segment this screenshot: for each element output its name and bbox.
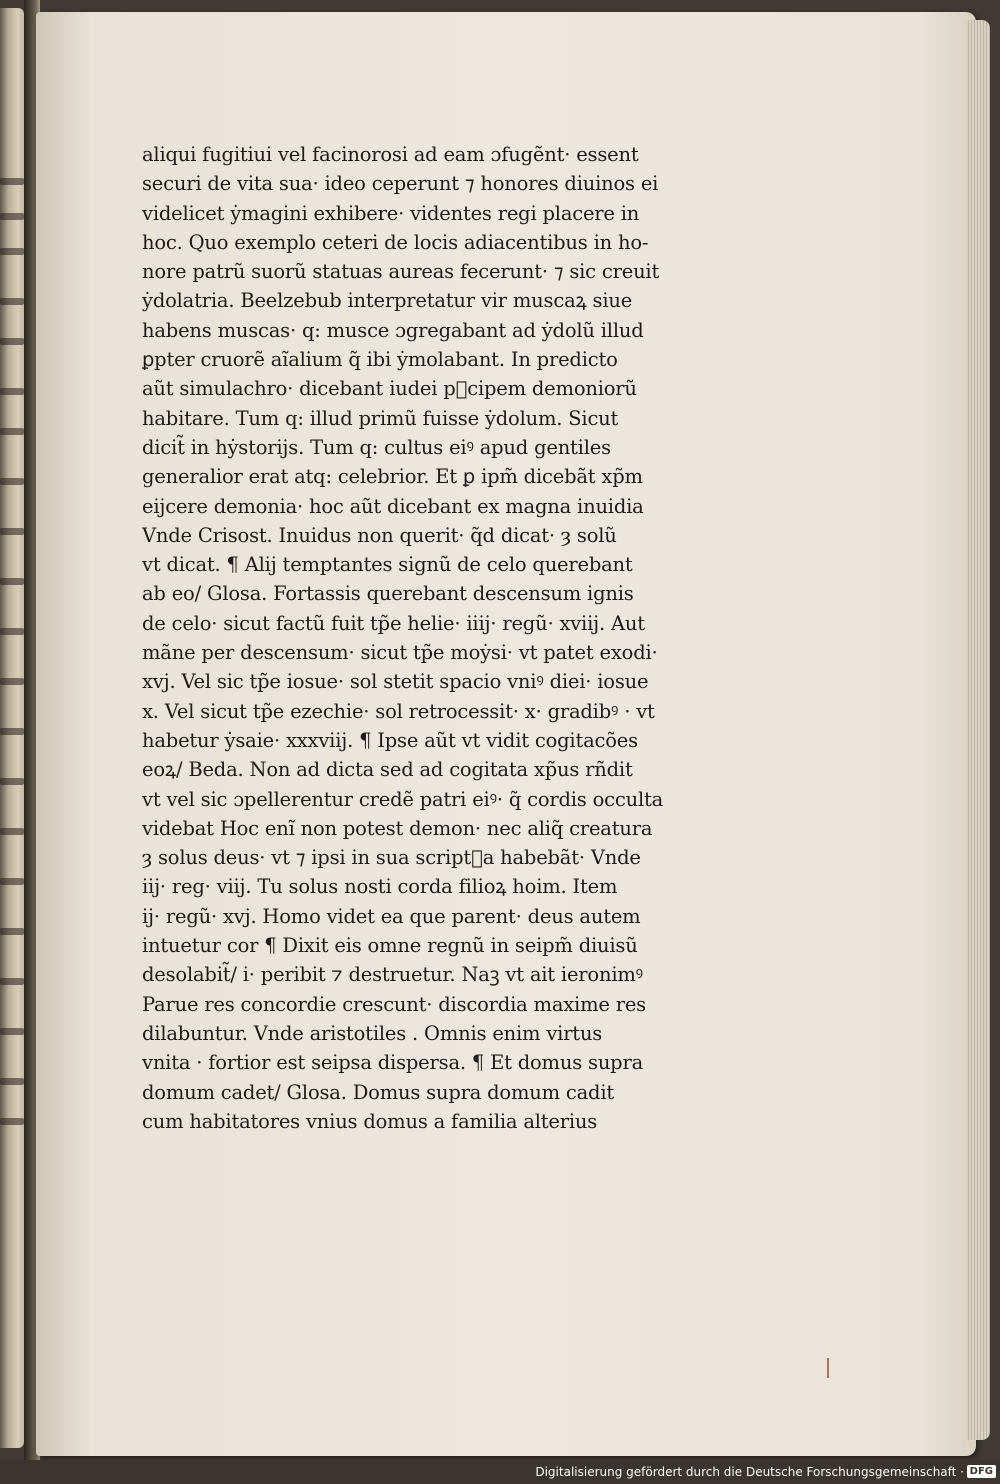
text-line: hoc. Quo exemplo ceteri de locis adiacentibus in ho- (142, 230, 649, 254)
facing-page-text-fragment (0, 178, 24, 185)
text-line: x. Vel sicut tp̃e ezechie· sol retrocessit· x· gradibꝰ · vt (142, 699, 655, 723)
text-line: Vnde Crisost. Inuidus non querit· q̃d dicat· ȝ solũ (142, 523, 617, 547)
facing-page-text-fragment (0, 528, 24, 535)
text-line: ꝑpter cruorẽ aĩalium q̃ ibi ẏmolabant. In predicto (142, 348, 618, 372)
text-line: domum cadet/ Glosa. Domus supra domum cadit (142, 1080, 615, 1104)
facing-page-text-fragment (0, 578, 24, 585)
facing-page-text-fragment (0, 1028, 24, 1035)
facing-page-text-fragment (0, 248, 24, 255)
facing-page-text-fragment (0, 628, 24, 635)
text-line: vt vel sic ɔpellerentur credẽ patri eiꝰ· q̃ cordis occulta (142, 787, 664, 811)
facing-page-text-fragment (0, 1118, 24, 1125)
text-line: dicit̃ in hẏstorijs. Tum q: cultus eiꝰ apud gentiles (142, 435, 611, 459)
text-line: ẏdolatria. Beelzebub interpretatur vir muscaꝝ siue (142, 289, 633, 313)
text-line: mãne per descensum· sicut tp̃e moẏsi· vt patet exodi· (142, 641, 658, 665)
text-line: ij· regũ· xvj. Homo videt ea que parent· deus autem (142, 904, 641, 928)
text-line: securi de vita sua· ideo ceperunt ⁊ honores diuinos ei (142, 172, 659, 196)
dfg-logo: DFG (967, 1465, 996, 1478)
text-line: videlicet ẏmagini exhibere· videntes regi placere in (142, 201, 640, 225)
facing-page-text-fragment (0, 678, 24, 685)
text-line: cum habitatores vnius domus a familia alterius (142, 1109, 598, 1133)
text-line: ab eo/ Glosa. Fortassis querebant descensum ignis (142, 582, 634, 606)
text-line: eijcere demonia· hoc aũt dicebant ex magna inuidia (142, 494, 644, 518)
facing-page-text-fragment (0, 928, 24, 935)
text-line: de celo· sicut factũ fuit tp̃e helie· iiij· regũ· xviij. Aut (142, 611, 645, 635)
facing-page-text-fragment (0, 978, 24, 985)
facing-page-text-fragment (0, 778, 24, 785)
facing-page-text-fragment (0, 878, 24, 885)
rubric-mark (827, 1358, 829, 1378)
text-line: generalior erat atq: celebrior. Et ꝑ ipm̃ dicebãt xp̃m (142, 465, 643, 489)
text-line: ȝ solus deus· vt ⁊ ipsi in sua scriptᷓa habebãt· Vnde (142, 846, 641, 870)
text-line: aũt simulachro· dicebant iudei pᷓcipem demoniorũ (142, 377, 637, 401)
text-line: dilabuntur. Vnde aristotiles . Omnis enim virtus (142, 1021, 603, 1045)
facing-page-text-fragment (0, 298, 24, 305)
text-line: vnita · fortior est seipsa dispersa. ¶ Et domus supra (142, 1051, 644, 1075)
text-line: videbat Hoc enĩ non potest demon· nec aliq̃ creatura (142, 816, 653, 840)
facing-page-text-fragment (0, 388, 24, 395)
facing-page-text-fragment (0, 478, 24, 485)
facing-page-text-fragment (0, 338, 24, 345)
facing-page-text-fragment (0, 728, 24, 735)
text-line: habens muscas· q: musce ɔgregabant ad ẏdolũ illud (142, 318, 644, 342)
text-line: habetur ẏsaie· xxxviij. ¶ Ipse aũt vt vidit cogitacões (142, 728, 638, 752)
facing-page-text-fragment (0, 213, 24, 220)
text-line: xvj. Vel sic tp̃e iosue· sol stetit spacio vniꝰ diei· iosue (142, 670, 649, 694)
facing-page-text-fragment (0, 428, 24, 435)
incunabula-text-block (142, 140, 708, 1136)
text-line: aliqui fugitiui vel facinorosi ad eam ɔfugẽnt· essent (142, 143, 639, 166)
text-line: habitare. Tum q: illud primũ fuisse ẏdolum. Sicut (142, 406, 619, 430)
facing-page-text-fragment (0, 828, 24, 835)
text-line: iij· reg· viij. Tu solus nosti corda filioꝝ hoim. Item (142, 875, 618, 899)
facing-page-edge (0, 8, 24, 1448)
text-line: Parue res concordie crescunt· discordia maxime res (142, 992, 646, 1016)
funding-notice: Digitalisierung gefördert durch die Deutsche Forschungsgemeinschaft · (535, 1465, 964, 1479)
facing-page-text-fragment (0, 1078, 24, 1085)
text-line: nore patrũ suorũ statuas aureas fecerunt· ⁊ sic creuit (142, 260, 660, 284)
text-line: intuetur cor ¶ Dixit eis omne regnũ in seipm̃ diuisũ (142, 934, 638, 958)
page-stack-edge (966, 20, 990, 1440)
text-line: eoꝝ/ Beda. Non ad dicta sed ad cogitata xp̃us rñdit (142, 758, 633, 782)
text-line: desolabit̃/ i· peribit ⁊ destruetur. Naꝫ vt ait ieronimꝰ (142, 963, 643, 987)
text-line: vt dicat. ¶ Alij temptantes signũ de celo querebant (142, 553, 633, 577)
